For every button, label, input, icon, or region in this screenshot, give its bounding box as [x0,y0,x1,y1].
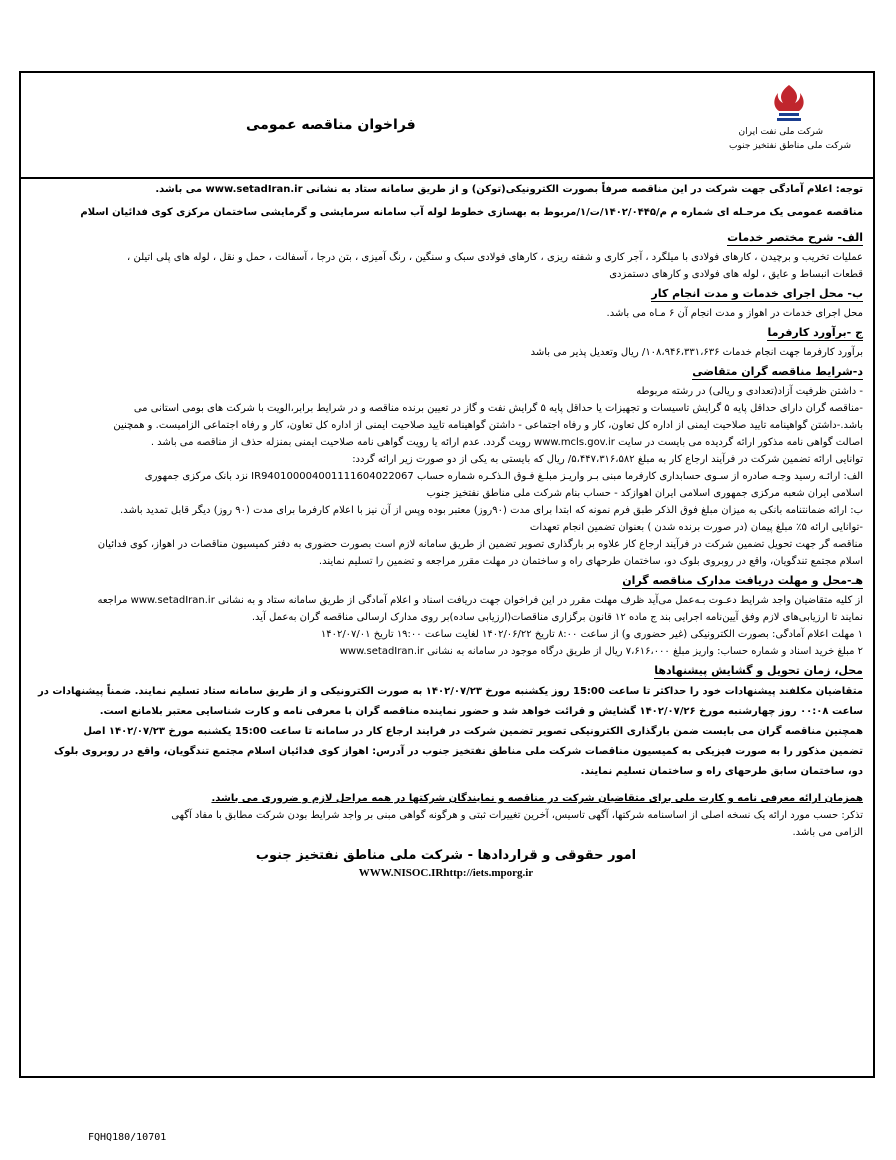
section-e-text: ۲ مبلغ خرید اسناد و شماره حساب: واریز مبلغ ۷،۶۱۶،۰۰۰ ریال از طریق درگاه موجود در سامانه به نشانی www.setadIran.ir [339,646,863,657]
section-d-text: الف: ارائـه رسید وجـه صادره از سـوی حسابداری کارفرما مبنی بـر واریـز مبلـغ فـوق الـذکـره شماره حساب IR940100004001111604022067 نزد بانک مرکزی جمهوری [144,471,863,482]
section-d-text: مناقصه گر جهت تحویل تضمین شرکت در فرآیند ارجاع کار علاوه بر بارگذاری تصویر تضمین از طریق سامانه لازم است بصورت حضوری به دفتر کمیسیون مناقصات در اهواز، کوی فدائیان [97,539,863,550]
nioc-logo-icon [767,83,811,125]
section-d-text: اصالت گواهی نامه مذکور ارائه گردیده می بایست در سایت www.mcls.gov.ir رویت گردد. عدم ارائه یا رویت گواهی نامه صلاحیت ایمنی بمنزله حذف از مناقصه می باشد . [150,437,863,448]
section-a-title: الف- شرح مختصر خدمات [727,231,863,244]
section-f-text: متقاضیان مکلفند پیشنهادات خود را حداکثر تا ساعت 15:00 روز یکشنبه مورخ ۱۴۰۲/۰۷/۲۳ به صورت الکترونیکی و از طریق سامانه ستاد تسلیم نمایند. ضمناً پیشنهادات در [38,686,863,697]
section-f-text: دو، ساختمان سابق طرحهای راه و ساختمان تسلیم نمایند. [580,766,863,777]
section-d-text: -توانایی ارائه ۵٪ مبلغ پیمان (در صورت برنده شدن ) بعنوان تضمین انجام تعهدات [529,522,863,533]
document-body [29,181,863,879]
company-logo-block [713,73,873,177]
section-b-title: ب- محل اجرای خدمات و مدت انجام کار [651,287,863,300]
section-c-title: ج -برآورد کارفرما [767,326,863,339]
section-f-title: محل، زمان تحویل و گشایش پیشنهادها [654,664,863,677]
section-d-title: د-شرایط مناقصه گران متقاضی [692,365,863,378]
document-frame [19,71,875,1078]
section-d-text: - داشتن ظرفیت آزاد(تعدادی و ریالی) در رشته مربوطه [636,386,863,397]
company-subtitle: شرکت ملی مناطق نفتخیز جنوب [729,141,851,151]
company-name: شرکت ملی نفت ایران [738,127,823,137]
section-e-text: نمایند تا ارزیابی‌های لازم وفق آیین‌نامه اجرایی بند ج ماده ۱۲ قانون برگزاری مناقصات(ارزیابی ساده)بر روی مدارک ارسالی مناقصه گران به‌عمل آید. [251,612,863,623]
notice-line: توجه: اعلام آمادگی جهت شرکت در این مناقصه صرفاً بصورت الکترونیکی(توکن) و از طریق سامانه ستاد به نشانی www.setadIran.ir می باشد. [155,184,863,195]
section-e-title: هـ-محل و مهلت دریافت مدارک مناقصه گران [622,574,863,587]
section-d-text: توانایی ارائه تضمین شرکت در فرآیند ارجاع کار به مبلغ ۵،۴۴۷،۳۱۶،۵۸۲/ ریال که بایستی به یکی از دو صورت زیر ارائه گردد: [352,454,863,465]
section-f-text: همچنین مناقصه گران می بایست ضمن بارگذاری الکترونیکی تصویر تضمین شرکت در فرایند ارجاع کار در سامانه تا ساعت 15:00 یکشنبه مورخ ۱۴۰۲/۰۷/۲۳ اصل [83,726,863,737]
page-title: فراخوان مناقصه عمومی [246,117,416,133]
section-e-text: از کلیه متقاضیان واجد شرایط دعـوت بـه‌عمل می‌آید ظرف مهلت مقرر در این فراخوان جهت دریافت اسناد و اعلام آمادگی از طریق سامانه ستاد و به نشانی www.setadIran.ir مراجعه [97,595,863,606]
section-d-text: -مناقصه گران دارای حداقل پایه ۵ گرایش تاسیسات و تجهیزات یا حداقل پایه ۵ گرایش نفت و گاز در تعیین برنده مناقصه و در شرایط برابر،الویت با شرکت های بومی استانی می [133,403,863,414]
footer-urls: WWW.NISOC.IRhttp://iets.mporg.ir [358,867,534,879]
closing-remark: الزامی می باشد. [792,827,863,838]
section-f-text: تضمین مذکور را به صورت فیزیکی به کمیسیون مناقصات شرکت ملی مناطق نفتخیز جنوب در آدرس: اهواز کوی فدائیان اسلام مجتمع تندگویان، واقع در روبروی بلوک [54,746,863,757]
signature-line: امور حقوقی و قراردادها - شرکت ملی مناطق نفتخیز جنوب [255,848,637,863]
section-d-text: اسلام مجتمع تندگویان، واقع در روبروی بلوک دو، ساختمان طرحهای راه و ساختمان در مهلت مقرر مراجعه و تضمین را تسلیم نمایند. [318,556,863,567]
section-d-text: اسلامی ایران شعبه مرکزی جمهوری اسلامی ایران اهوازکد - حساب بنام شرکت ملی مناطق نفتخیز جنوب [426,488,863,499]
section-a-text: عملیات تخریب و برچیدن ، کارهای فولادی با میلگرد ، آجر کاری و شفته ریزی ، کارهای فولادی سبک و سنگین ، رنگ آمیزی ، بتن درجا ، آسفالت ، حمل و نقل ، لوله های پلی اتیلن ، [127,252,863,263]
document-code: FQHQ180/10701 [88,1132,167,1143]
section-f-text: ساعت ۰۰:۰۸ روز چهارشنبه مورخ ۱۴۰۲/۰۷/۲۶ گشایش و قرائت خواهد شد و حضور نماینده مناقصه گران با معرفی نامه و کارت شناسایی معتبر بلامانع است. [99,706,863,717]
document-header [21,73,873,179]
section-d-text: باشد.-داشتن گواهینامه تایید صلاحیت ایمنی از اداره کل تعاون، کار و رفاه اجتماعی - داشتن گواهینامه تایید صلاحیت ایمنی از اداره کل تعاون، کار و رفاه اجتماعی الزامیست. و همچنین [113,420,863,431]
section-e-text: ۱ مهلت اعلام آمادگی: بصورت الکترونیکی (غیر حضوری و) از ساعت ۸:۰۰ تاریخ ۱۴۰۲/۰۶/۲۲ لغایت ساعت ۱۹:۰۰ تاریخ ۱۴۰۲/۰۷/۰۱ [320,629,863,640]
section-a-text: قطعات انبساط و عایق ، لوله های فولادی و کارهای دستمزدی [609,269,863,280]
section-b-text: محل اجرای خدمات در اهواز و مدت انجام آن ۶ مـاه می باشد. [606,308,863,319]
section-c-text: برآورد کارفرما جهت انجام خدمات ۱۰۸،۹۴۶،۳۳۱،۶۳۶/ ریال وتعدیل پذیر می باشد [530,347,863,358]
tender-title-line: مناقصه عمومی یک مرحـله ای شماره م م/۱۴۰۲/۰۴۴۵/ت/۱/مربوط به بهسازی خطوط لوله آب سامانه سرمایشی و گرمایشی ساختمان مرکزی کوی فدائیان اسلام [80,207,863,218]
closing-remark: تذکر: حسب مورد ارائه یک نسخه اصلی از اساسنامه شرکتها، آگهی تاسیس، آخرین تغییرات ثبتی و هرگونه گواهی مبنی بر واجد شرایط بودن شرکت مطابق با مفاد آگهی [171,810,863,821]
closing-note: همزمان ارائه معرفی نامه و کارت ملی برای متقاضیان شرکت در مناقصه و نمایندگان شرکتها در همه مراحل لازم و ضروری می باشد. [211,793,863,804]
section-d-text: ب: ارائه ضمانتنامه بانکی به میزان مبلغ فوق الذکر طبق فرم نمونه که ابتدا برای مدت (۹۰روز) معتبر بوده وپس از آن نیز با اعلام کارفرما برای مدت (۹۰ روز) دیگر قابل تمدید باشد. [120,505,863,516]
